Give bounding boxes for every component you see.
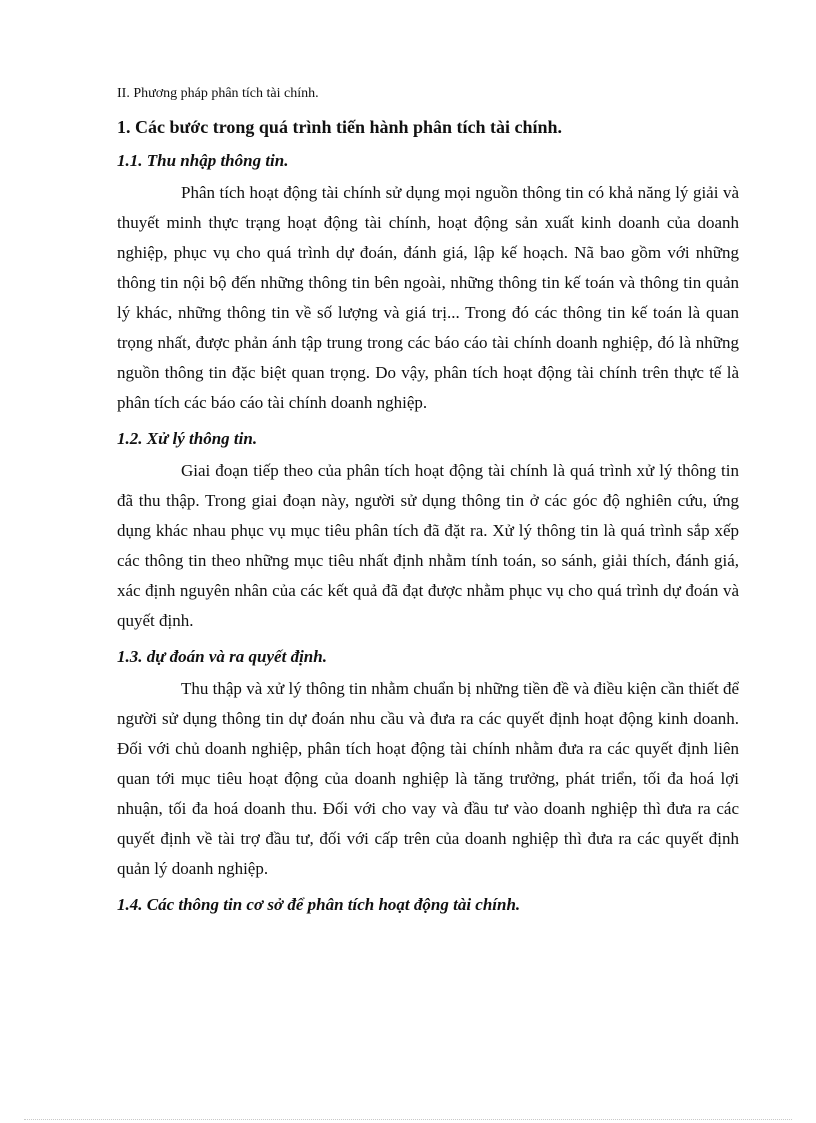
section-title: II. Phương pháp phân tích tài chính. bbox=[117, 86, 319, 101]
paragraph-1-2: Giai đoạn tiếp theo của phân tích hoạt động tài chính là quá trình xử lý thông tin đã thu thập. Trong giai đoạn này, người sử dụng thông tin ở các góc độ nghiên cứu, ứng dụng khác nhau phục vụ mục tiêu phân tích đã đặt ra. Xử lý thông tin là quá trình sắp xếp các thông tin theo những mục tiêu nhất định nhằm tính toán, so sánh, giải thích, đánh giá, xác định nguyên nhân của các kết quả đã đạt được nhằm phục vụ cho quá trình dự đoán và quyết định. bbox=[117, 461, 739, 630]
chapter-title: 1. Các bước trong quá trình tiến hành phân tích tài chính. bbox=[117, 117, 563, 137]
heading-1-1: 1.1. Thu nhập thông tin. bbox=[117, 151, 289, 170]
paragraph-1-1: Phân tích hoạt động tài chính sử dụng mọi nguồn thông tin có khả năng lý giải và thuyết minh thực trạng hoạt động tài chính, hoạt động sản xuất kinh doanh của doanh nghiệp, phục vụ cho quá trình dự đoán, đánh giá, lập kế hoạch. Nã bao gồm với những thông tin nội bộ đến những thông tin bên ngoài, những thông tin kế toán và thông tin quản lý khác, những thông tin về số lượng và giá trị... Trong đó các thông tin kế toán là quan trọng nhất, được phản ánh tập trung trong các báo cáo tài chính doanh nghiệp, đó là những nguồn thông tin đặc biệt quan trọng. Do vậy, phân tích hoạt động tài chính trên thực tế là phân tích các báo cáo tài chính doanh nghiệp. bbox=[117, 183, 739, 412]
heading-1-3: 1.3. dự đoán và ra quyết định. bbox=[117, 647, 327, 666]
heading-1-2: 1.2. Xử lý thông tin. bbox=[117, 429, 258, 448]
paragraph-1-3: Thu thập và xử lý thông tin nhằm chuẩn bị những tiền đề và điều kiện cần thiết để người sử dụng thông tin dự đoán nhu cầu và đưa ra các quyết định hoạt động kinh doanh. Đối với chủ doanh nghiệp, phân tích hoạt động tài chính nhằm đưa ra các quyết định liên quan tới mục tiêu hoạt động của doanh nghiệp là tăng trưởng, phát triển, tối đa hoá lợi nhuận, tối đa hoá doanh thu. Đối với cho vay và đầu tư vào doanh nghiệp thì đưa ra các quyết định về tài trợ đầu tư, đối với cấp trên của doanh nghiệp thì đưa ra các quyết định quản lý doanh nghiệp. bbox=[117, 679, 739, 878]
heading-1-4: 1.4. Các thông tin cơ sở để phân tích hoạt động tài chính. bbox=[117, 895, 521, 914]
page-content bbox=[117, 84, 739, 918]
page-bottom-divider bbox=[24, 1119, 792, 1120]
